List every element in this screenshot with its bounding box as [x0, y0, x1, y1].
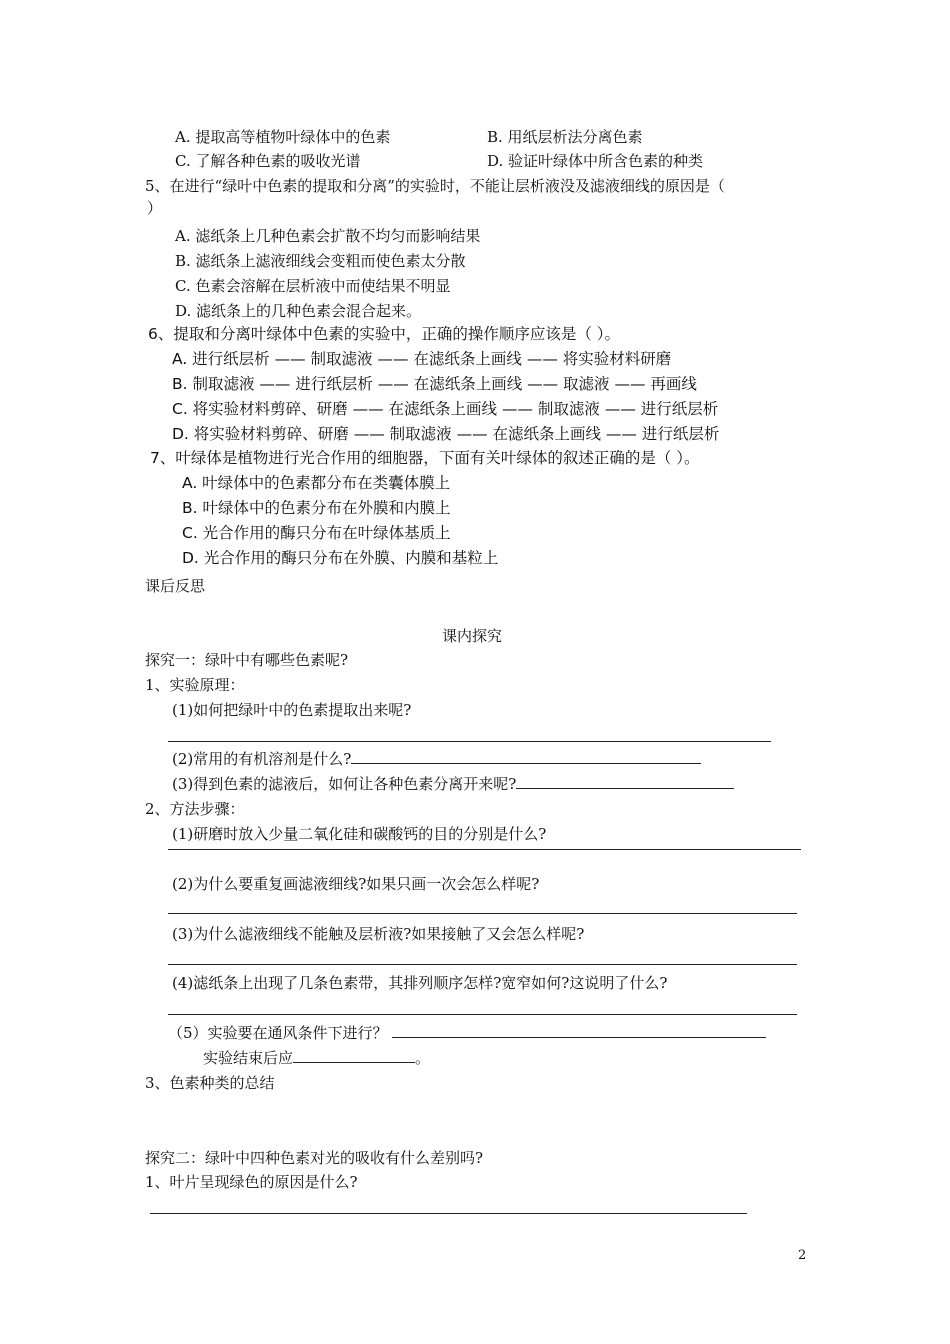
q6-option-b: B. 制取滤液 —— 进行纸层析 —— 在滤纸条上画线 —— 取滤液 —— 再画线: [172, 375, 697, 393]
answer-blank: [392, 1023, 766, 1038]
q5-option-a: A. 滤纸条上几种色素会扩散不均匀而影响结果: [175, 227, 481, 245]
q5-stem: 5、在进行“绿叶中色素的提取和分离”的实验时，不能让层析液没及滤液细线的原因是（: [145, 177, 725, 195]
q4-option-b: B. 用纸层析法分离色素: [487, 128, 643, 146]
answer-line: [168, 741, 771, 742]
explore2-q1: 1、叶片呈现绿色的原因是什么?: [145, 1173, 358, 1191]
answer-line: [168, 964, 797, 965]
q7-option-a: A. 叶绿体中的色素都分布在类囊体膜上: [182, 474, 451, 492]
explore1-summary: 3、色素种类的总结: [145, 1074, 275, 1092]
explore1-principle-q2: (2)常用的有机溶剂是什么?: [172, 749, 701, 769]
answer-line: [168, 1014, 797, 1015]
answer-blank: [293, 1048, 415, 1063]
answer-line: [150, 1213, 747, 1214]
explore1-steps-q1: (1)研磨时放入少量二氧化硅和碳酸钙的目的分别是什么?: [172, 825, 547, 843]
explore1-principle-q1: (1)如何把绿叶中的色素提取出来呢?: [172, 701, 412, 719]
answer-line: [168, 849, 801, 850]
q6-stem: 6、提取和分离叶绿体中色素的实验中，正确的操作顺序应该是（ ）。: [148, 325, 621, 343]
explore2-title: 探究二：绿叶中四种色素对光的吸收有什么差别吗?: [145, 1149, 484, 1167]
q7-option-d: D. 光合作用的酶只分布在外膜、内膜和基粒上: [182, 549, 499, 567]
q4-option-d: D. 验证叶绿体中所含色素的种类: [487, 152, 704, 170]
explore1-principle-q3: (3)得到色素的滤液后，如何让各种色素分离开来呢?: [172, 774, 734, 794]
explore1-steps-q5: （5）实验要在通风条件下进行？: [168, 1023, 766, 1043]
q7-option-c: C. 光合作用的酶只分布在叶绿体基质上: [182, 524, 451, 542]
explore1-steps: 2、方法步骤：: [145, 800, 245, 818]
q5-option-b: B. 滤纸条上滤液细线会变粗而使色素太分散: [175, 252, 466, 270]
explore1-steps-q5b: 实验结束后应 。: [203, 1049, 431, 1067]
q6-option-a: A. 进行纸层析 —— 制取滤液 —— 在滤纸条上画线 —— 将实验材料研磨: [172, 350, 672, 368]
explore1-steps-q3: (3)为什么滤液细线不能触及层析液?如果接触了又会怎么样呢?: [172, 925, 585, 943]
answer-blank: [351, 749, 701, 764]
q5-option-d: D. 滤纸条上的几种色素会混合起来。: [175, 302, 422, 320]
explore1-steps-q4: (4)滤纸条上出现了几条色素带，其排列顺序怎样?宽窄如何?这说明了什么?: [172, 974, 668, 992]
explore1-steps-q2: (2)为什么要重复画滤液细线?如果只画一次会怎么样呢?: [172, 875, 540, 893]
q5-option-c: C. 色素会溶解在层析液中而使结果不明显: [175, 277, 451, 295]
q4-option-c: C. 了解各种色素的吸收光谱: [175, 152, 361, 170]
q6-option-c: C. 将实验材料剪碎、研磨 —— 在滤纸条上画线 —— 制取滤液 —— 进行纸层析: [172, 400, 719, 418]
answer-blank: [516, 774, 734, 789]
q7-option-b: B. 叶绿体中的色素分布在外膜和内膜上: [182, 499, 451, 517]
section-title: 课内探究: [442, 627, 503, 645]
q5-stem-end: ）: [147, 199, 163, 217]
q4-option-a: A. 提取高等植物叶绿体中的色素: [175, 128, 391, 146]
explore1-principle: 1、实验原理：: [145, 676, 245, 694]
page-number: 2: [798, 1248, 807, 1263]
q7-stem: 7、叶绿体是植物进行光合作用的细胞器，下面有关叶绿体的叙述正确的是（ ）。: [150, 449, 700, 467]
explore1-title: 探究一：绿叶中有哪些色素呢?: [145, 651, 349, 669]
reflection-heading: 课后反思: [145, 577, 206, 595]
q6-option-d: D. 将实验材料剪碎、研磨 —— 制取滤液 —— 在滤纸条上画线 —— 进行纸层析: [172, 425, 720, 443]
answer-line: [168, 913, 797, 914]
